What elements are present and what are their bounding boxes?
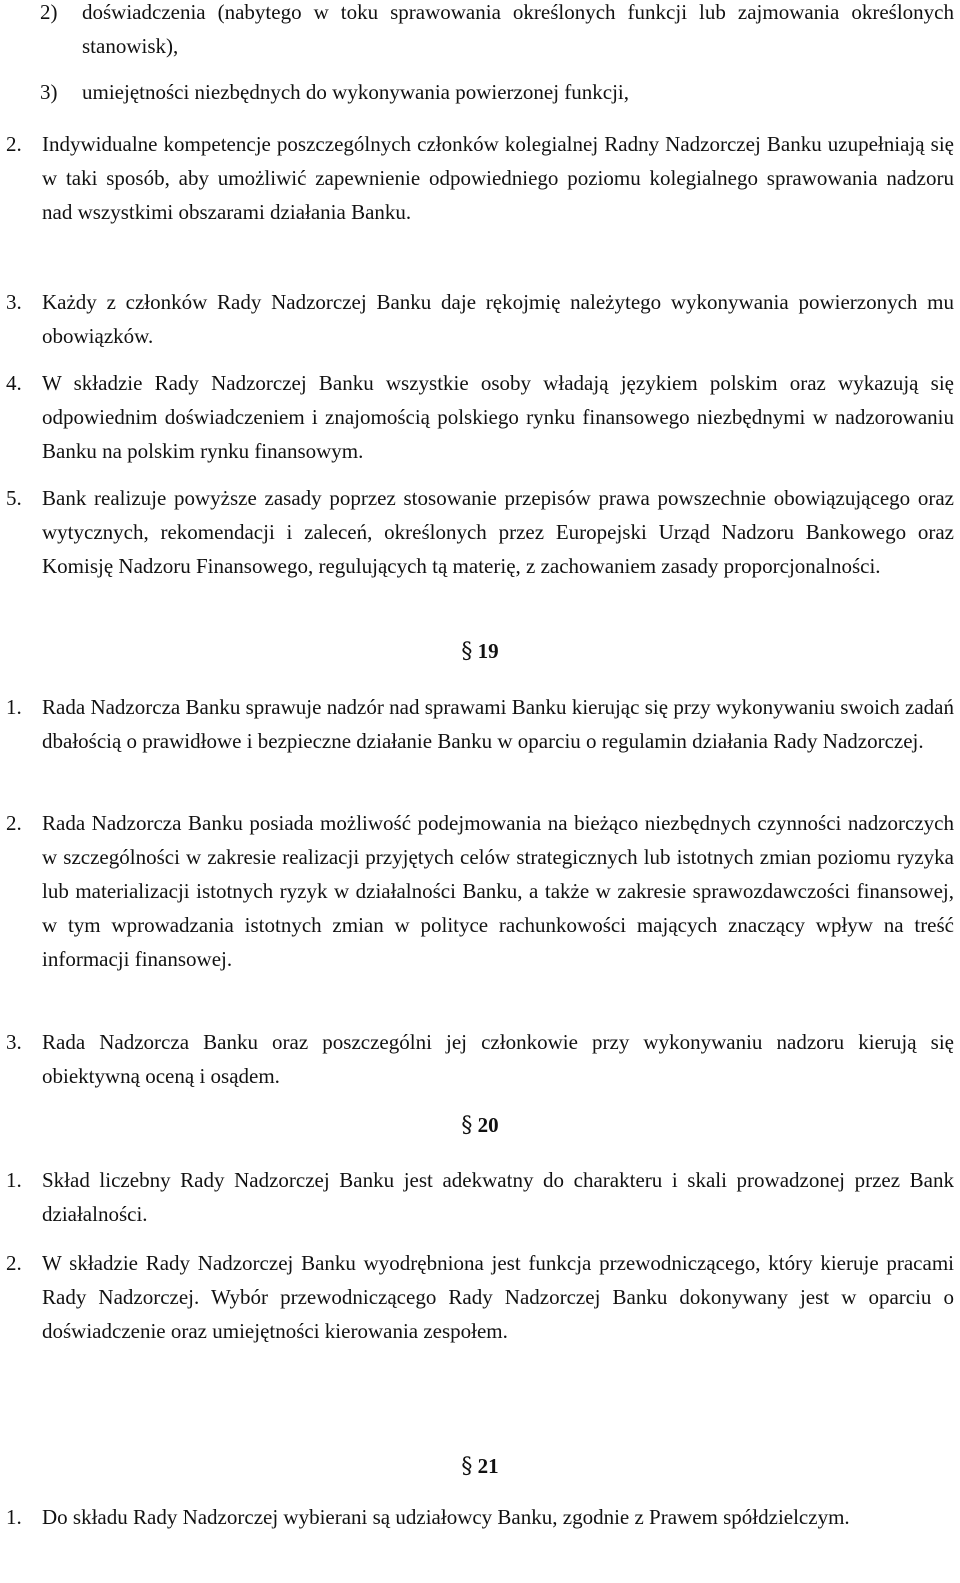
list-item xyxy=(6,690,954,758)
list-item-text: W składzie Rady Nadzorczej Banku wszystkie osoby władają językiem polskim oraz wykazują się odpowiednim doświadczeniem i znajomością polskiego rynku finansowego niezbędnymi w nadzorowaniu Banku na polskim rynku finansowym. xyxy=(42,371,954,463)
section-number: 21 xyxy=(477,1454,499,1478)
list-item-text: Indywidualne kompetencje poszczególnych członków kolegialnej Radny Nadzorczej Banku uzupełniają się w taki sposób, aby umożliwić zapewnienie odpowiedniego poziomu kolegialnego sprawowania nadzoru nad wszystkimi obszarami działania Banku. xyxy=(42,132,954,224)
list-item xyxy=(6,366,954,468)
list-item xyxy=(6,75,954,109)
section-symbol: § xyxy=(461,1113,473,1138)
list-item-text: Rada Nadzorcza Banku posiada możliwość podejmowania na bieżąco niezbędnych czynności nadzorczych w szczególności w zakresie realizacji przyjętych celów strategicznych lub istotnych zmian poziomu ryzyka lub materializacji istotnych ryzyk w działalności Banku, a także w zakresie sprawozdawczości finansowej, w tym wprowadzania istotnych zmian w polityce rachunkowości mających znaczący wpływ na treść informacji finansowej. xyxy=(42,811,954,971)
list-item-number: 1. xyxy=(6,1168,22,1192)
list-item-number: 2. xyxy=(6,1251,22,1275)
list-item-number: 3. xyxy=(6,1030,22,1054)
list-item-number: 3. xyxy=(6,290,22,314)
list-item-text: Każdy z członków Rady Nadzorczej Banku daje rękojmię należytego wykonywania powierzonych mu obowiązków. xyxy=(42,290,954,348)
list-item-number: 5. xyxy=(6,486,22,510)
list-item-number: 3) xyxy=(40,80,58,104)
list-item-text: Skład liczebny Rady Nadzorczej Banku jest adekwatny do charakteru i skali prowadzonej przez Bank działalności. xyxy=(42,1168,954,1226)
list-item-text: W składzie Rady Nadzorczej Banku wyodrębniona jest funkcja przewodniczącego, który kieruje pracami Rady Nadzorczej. Wybór przewodniczącego Rady Nadzorczej Banku dokonywany jest w oparciu o doświadczenie oraz umiejętności kierowania zespołem. xyxy=(42,1251,954,1343)
list-item xyxy=(6,285,954,353)
list-item-number: 2. xyxy=(6,132,22,156)
list-item-number: 4. xyxy=(6,371,22,395)
section-number: 20 xyxy=(477,1113,499,1137)
list-item xyxy=(6,1163,954,1231)
list-item-text: Rada Nadzorcza Banku oraz poszczególni jej członkowie przy wykonywaniu nadzoru kierują się obiektywną oceną i osądem. xyxy=(42,1030,954,1088)
list-item xyxy=(6,806,954,976)
section-heading xyxy=(0,1449,960,1484)
list-item-text: Bank realizuje powyższe zasady poprzez stosowanie przepisów prawa powszechnie obowiązującego oraz wytycznych, rekomendacji i zaleceń, określonych przez Europejski Urząd Nadzoru Bankowego oraz Komisję Nadzoru Finansowego, regulujących tą materię, z zachowaniem zasady proporcjonalności. xyxy=(42,486,954,578)
list-item-number: 2) xyxy=(40,0,58,24)
list-item-number: 1. xyxy=(6,1505,22,1529)
section-heading xyxy=(0,634,960,669)
section-symbol: § xyxy=(461,1454,473,1479)
list-item xyxy=(6,0,954,63)
section-number: 19 xyxy=(477,639,499,663)
list-item xyxy=(6,1246,954,1348)
section-heading xyxy=(0,1108,960,1143)
list-item-text: Do składu Rady Nadzorczej wybierani są udziałowcy Banku, zgodnie z Prawem spółdzielczym. xyxy=(42,1505,850,1529)
list-item-text: doświadczenia (nabytego w toku sprawowania określonych funkcji lub zajmowania określonych stanowisk), xyxy=(82,0,954,58)
list-item-number: 1. xyxy=(6,695,22,719)
list-item xyxy=(6,127,954,229)
list-item-text: umiejętności niezbędnych do wykonywania powierzonej funkcji, xyxy=(82,80,630,104)
list-item-text: Rada Nadzorcza Banku sprawuje nadzór nad sprawami Banku kierując się przy wykonywaniu swoich zadań dbałością o prawidłowe i bezpieczne działanie Banku w oparciu o regulamin działania Rady Nadzorczej. xyxy=(42,695,954,753)
list-item-number: 2. xyxy=(6,811,22,835)
list-item xyxy=(6,1500,954,1534)
section-symbol: § xyxy=(461,639,473,664)
list-item xyxy=(6,481,954,583)
list-item xyxy=(6,1025,954,1093)
